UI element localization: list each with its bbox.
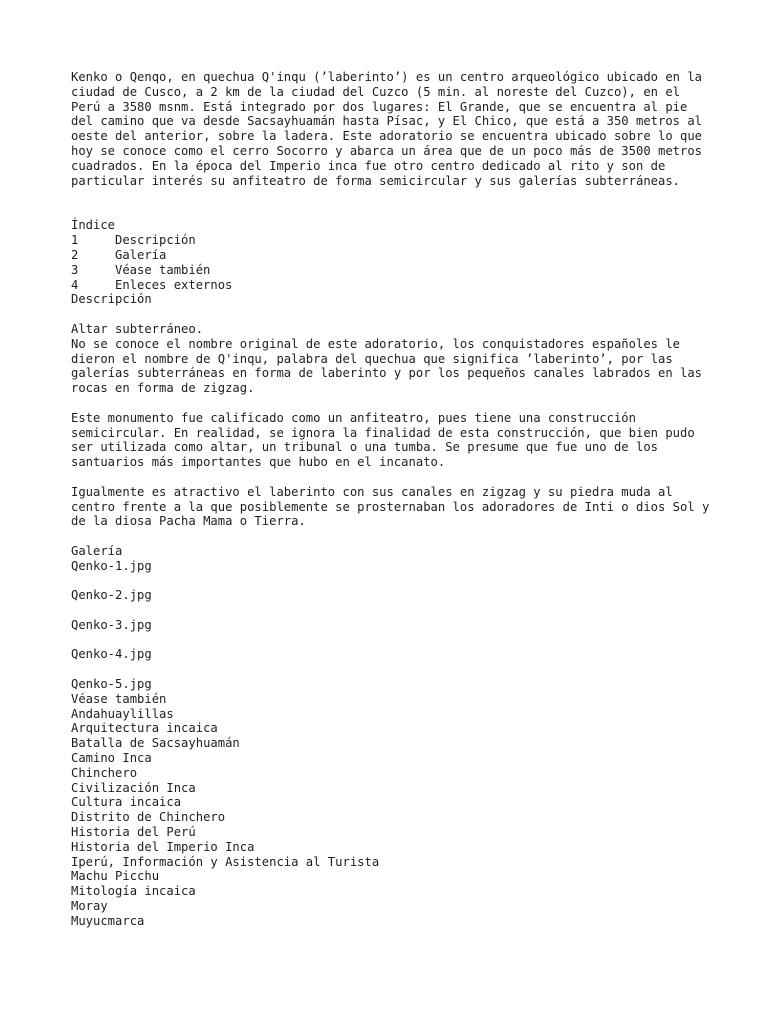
see-also-item: Camino Inca bbox=[71, 751, 152, 766]
toc-item bbox=[71, 248, 711, 263]
see-also-item: Andahuaylillas bbox=[71, 706, 174, 721]
see-also-item: Iperú, Información y Asistencia al Turista bbox=[71, 854, 380, 869]
toc-item-number: 1 bbox=[71, 233, 79, 248]
see-also-item: Mitología incaica bbox=[71, 884, 196, 899]
spacer bbox=[71, 470, 711, 485]
toc-item-label: Descripción bbox=[115, 233, 196, 248]
see-also-item: Batalla de Sacsayhuamán bbox=[71, 736, 240, 751]
spacer bbox=[71, 662, 711, 677]
spacer bbox=[71, 396, 711, 411]
toc-item-number: 2 bbox=[71, 247, 79, 262]
see-also-item: Historia del Perú bbox=[71, 825, 196, 840]
gallery-file: Qenko-1.jpg bbox=[71, 558, 152, 573]
toc-item bbox=[71, 233, 711, 248]
spacer bbox=[71, 603, 711, 618]
gallery-file: Qenko-4.jpg bbox=[71, 647, 152, 662]
toc-item bbox=[71, 263, 711, 278]
document-page bbox=[71, 70, 711, 929]
toc-item-number: 3 bbox=[71, 262, 79, 277]
see-also-item: Chinchero bbox=[71, 765, 138, 780]
descripcion-paragraph-2: Este monumento fue calificado como un anfiteatro, pues tiene una construcción semicircular. En realidad, se ignora la finalidad de esta construcción, que bien pudo ser utilizada como altar, un tribunal o una tumba. Se presume que fue uno de los santuarios más importantes que hubo en el incanato. bbox=[71, 410, 695, 470]
see-also-item: Machu Picchu bbox=[71, 869, 160, 884]
see-also-item: Moray bbox=[71, 899, 108, 914]
see-also-item: Historia del Imperio Inca bbox=[71, 839, 255, 854]
spacer bbox=[71, 633, 711, 648]
spacer bbox=[71, 574, 711, 589]
toc-item-label: Enleces externos bbox=[115, 277, 233, 292]
gallery-file: Qenko-5.jpg bbox=[71, 677, 152, 692]
see-also-item: Civilización Inca bbox=[71, 780, 196, 795]
descripcion-paragraph-3: Igualmente es atractivo el laberinto con sus canales en zigzag y su piedra muda al centro frente a la que posiblemente se prosternaban los adoradores de Inti o dios Sol y de la diosa Pacha Mama o Tierra. bbox=[71, 484, 710, 529]
section-heading-vease: Véase también bbox=[71, 691, 167, 706]
descripcion-paragraph-1: No se conoce el nombre original de este adoratorio, los conquistadores españoles le dieron el nombre de Q'inqu, palabra del quechua que significa ’laberinto’, por las galerías subterráneas en forma de laberinto y por los pequeños canales labrados en las rocas en forma de zigzag. bbox=[71, 336, 703, 396]
toc-heading: Índice bbox=[71, 218, 116, 233]
spacer bbox=[71, 307, 711, 322]
image-caption: Altar subterráneo. bbox=[71, 321, 204, 336]
spacer bbox=[71, 188, 711, 218]
toc-item bbox=[71, 278, 711, 293]
gallery-file: Qenko-3.jpg bbox=[71, 617, 152, 632]
toc-item-label: Véase también bbox=[115, 262, 211, 277]
see-also-item: Muyucmarca bbox=[71, 913, 145, 928]
see-also-item: Distrito de Chinchero bbox=[71, 810, 226, 825]
gallery-file: Qenko-2.jpg bbox=[71, 588, 152, 603]
toc-item-number: 4 bbox=[71, 277, 79, 292]
see-also-item: Cultura incaica bbox=[71, 795, 182, 810]
toc-item-label: Galería bbox=[115, 247, 167, 262]
section-heading-descripcion: Descripción bbox=[71, 292, 152, 307]
section-heading-galeria: Galería bbox=[71, 543, 123, 558]
see-also-item: Arquitectura incaica bbox=[71, 721, 218, 736]
intro-paragraph: Kenko o Qenqo, en quechua Q'inqu (’laberinto’) es un centro arqueológico ubicado en la ciudad de Cusco, a 2 km de la ciudad del Cuzco (5 min. al noreste del Cuzco), en el Perú a 3580 msnm. Está integrado por dos lugares: El Grande, que se encuentra al pie del camino que va desde Sacsayhuamán hasta Písac, y El Chico, que está a 350 metros al oeste del anterior, sobre la ladera. Este adoratorio se encuentra ubicado sobre lo que hoy se conoce como el cerro Socorro y abarca un área que de un poco más de 3500 metros cuadrados. En la época del Imperio inca fue otro centro dedicado al rito y son de particular interés su anfiteatro de forma semicircular y sus galerías subterráneas. bbox=[71, 70, 703, 188]
spacer bbox=[71, 529, 711, 544]
